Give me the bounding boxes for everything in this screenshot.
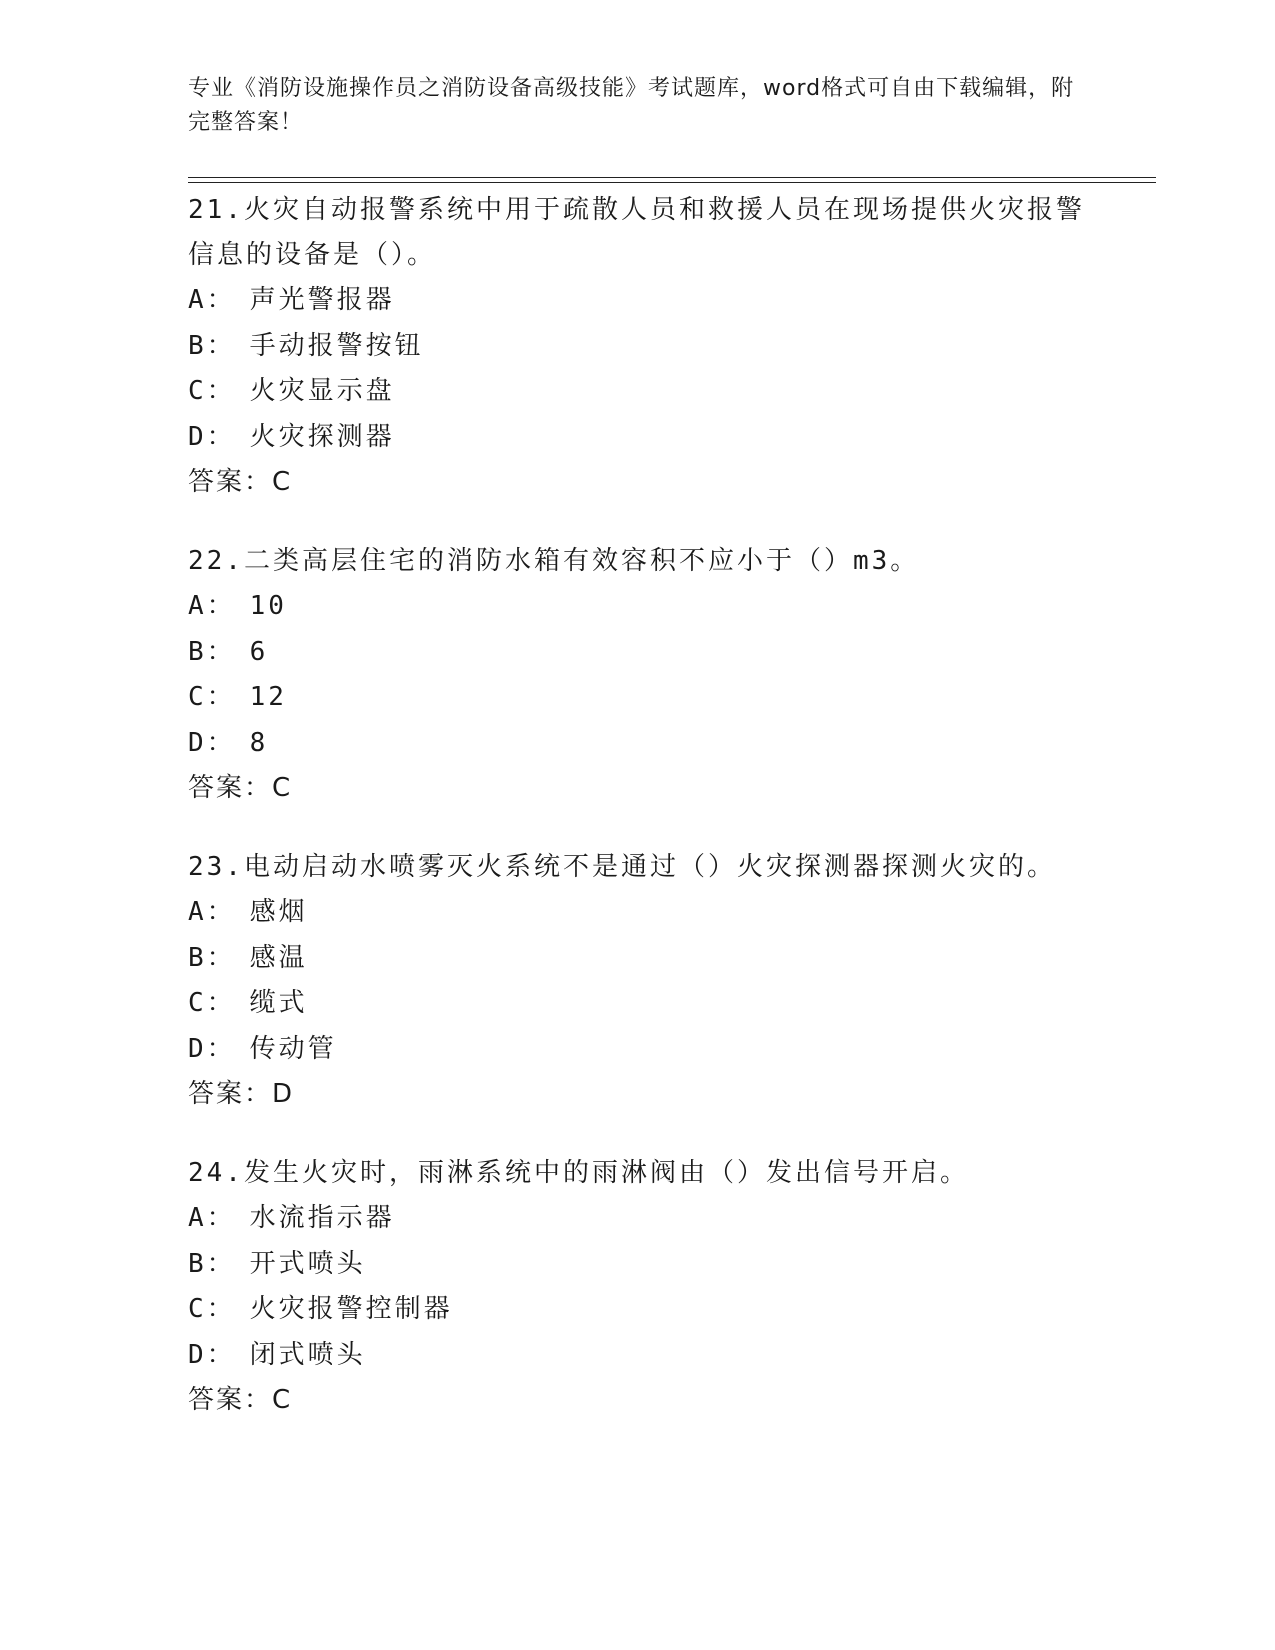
option-text: 传动管 xyxy=(249,1033,337,1064)
option-text: 水流指示器 xyxy=(249,1203,395,1233)
question-stem: 23.电动启动水喷雾灭火系统不是通过（）火灾探测器探测火灾的。 xyxy=(188,852,1056,882)
option-b xyxy=(188,324,1108,370)
option-key: A： xyxy=(188,897,236,927)
document-header: 专业《消防设施操作员之消防设备高级技能》考试题库，word格式可自由下载编辑，附完整答案！ xyxy=(188,76,1075,135)
option-key: C： xyxy=(188,376,236,406)
answer-line: 答案：C xyxy=(188,1385,293,1415)
option-c xyxy=(188,675,1108,721)
option-c xyxy=(188,369,1108,415)
option-d xyxy=(188,721,1108,767)
option-d xyxy=(188,415,1108,461)
option-text: 感温 xyxy=(249,942,308,973)
option-text: 8 xyxy=(249,727,269,758)
option-text: 开式喷头 xyxy=(249,1248,366,1279)
header-divider-bottom xyxy=(188,182,1156,183)
option-key: D： xyxy=(188,1033,236,1064)
option-key: C： xyxy=(188,682,236,712)
question-22 xyxy=(188,539,1108,811)
option-text: 闭式喷头 xyxy=(249,1339,366,1370)
option-key: A： xyxy=(188,1203,236,1233)
option-d xyxy=(188,1333,1108,1379)
option-c xyxy=(188,1287,1108,1333)
option-a xyxy=(188,584,1108,630)
option-b xyxy=(188,936,1108,982)
option-key: C： xyxy=(188,988,236,1018)
option-key: A： xyxy=(188,285,236,315)
option-key: D： xyxy=(188,727,236,758)
answer-line: 答案：C xyxy=(188,773,293,803)
question-23 xyxy=(188,845,1108,1117)
answer-line: 答案：C xyxy=(188,467,293,497)
option-text: 6 xyxy=(249,636,269,667)
question-list xyxy=(188,188,1108,1457)
option-key: A： xyxy=(188,591,236,621)
option-key: D： xyxy=(188,421,236,452)
option-text: 感烟 xyxy=(249,897,308,927)
option-text: 火灾报警控制器 xyxy=(249,1294,453,1324)
option-key: D： xyxy=(188,1339,236,1370)
option-b xyxy=(188,630,1108,676)
question-24 xyxy=(188,1151,1108,1423)
option-key: B： xyxy=(188,330,236,361)
question-stem: 22.二类高层住宅的消防水箱有效容积不应小于（）m3。 xyxy=(188,546,920,576)
question-stem: 24.发生火灾时，雨淋系统中的雨淋阀由（）发出信号开启。 xyxy=(188,1158,969,1188)
option-c xyxy=(188,981,1108,1027)
header-divider-top xyxy=(188,177,1156,178)
question-21 xyxy=(188,188,1108,505)
option-text: 10 xyxy=(249,591,287,621)
option-a xyxy=(188,1196,1108,1242)
option-a xyxy=(188,890,1108,936)
option-b xyxy=(188,1242,1108,1288)
option-a xyxy=(188,278,1108,324)
option-text: 声光警报器 xyxy=(249,285,395,315)
question-stem: 21.火灾自动报警系统中用于疏散人员和救援人员在现场提供火灾报警信息的设备是（）。 xyxy=(188,195,1085,270)
option-text: 火灾探测器 xyxy=(249,421,395,452)
option-text: 火灾显示盘 xyxy=(249,376,395,406)
option-key: B： xyxy=(188,636,236,667)
option-key: B： xyxy=(188,1248,236,1279)
option-text: 缆式 xyxy=(249,988,308,1018)
option-key: B： xyxy=(188,942,236,973)
option-text: 手动报警按钮 xyxy=(249,330,424,361)
option-text: 12 xyxy=(249,682,287,712)
option-d xyxy=(188,1027,1108,1073)
answer-line: 答案：D xyxy=(188,1079,295,1109)
option-key: C： xyxy=(188,1294,236,1324)
